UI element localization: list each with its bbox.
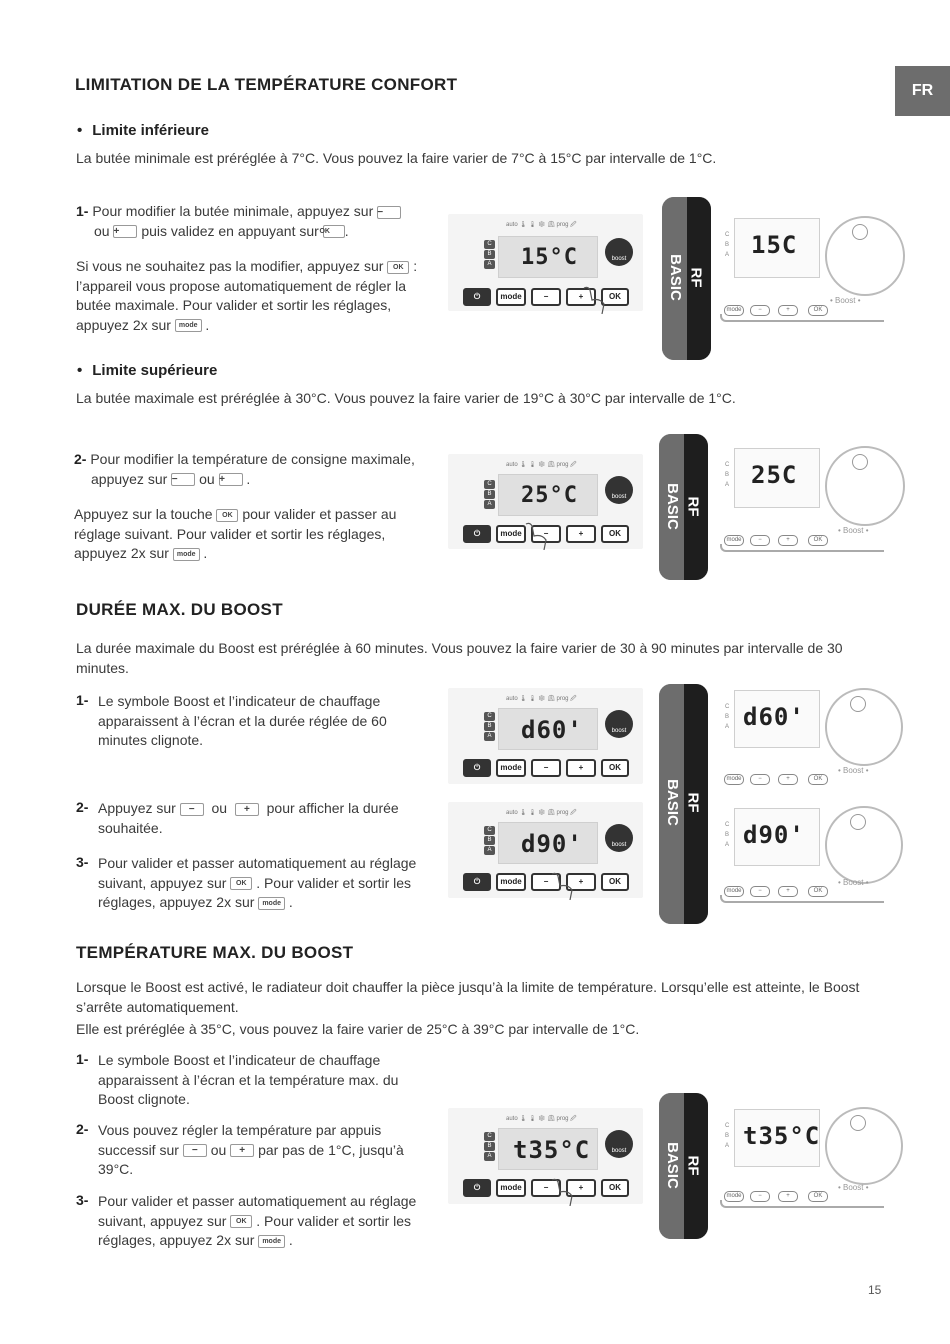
rf-mode-button[interactable]: mode bbox=[724, 886, 744, 897]
ok-button[interactable]: OK bbox=[601, 525, 629, 543]
finger-icon bbox=[544, 870, 584, 900]
plus-key-icon: + bbox=[113, 225, 137, 238]
rf-device-1 bbox=[720, 212, 882, 322]
basic-rf-tab-4: BASIC RF bbox=[659, 1093, 708, 1239]
plus-button[interactable]: + bbox=[566, 288, 596, 306]
basic-rf-tab-1 bbox=[662, 197, 711, 360]
rf-minus-button[interactable]: − bbox=[750, 774, 770, 785]
rf-plus-button[interactable]: + bbox=[778, 774, 798, 785]
lcd-screen: 25°C bbox=[498, 474, 598, 516]
rf-plus-button[interactable]: + bbox=[778, 535, 798, 546]
rf-minus-button[interactable]: − bbox=[750, 886, 770, 897]
finger-icon bbox=[576, 284, 616, 314]
rf-minus-button[interactable]: − bbox=[750, 1191, 770, 1202]
finger-icon bbox=[518, 520, 558, 550]
rf-mode-button[interactable]: mode bbox=[724, 1191, 744, 1202]
plus-button[interactable]: + bbox=[566, 525, 596, 543]
subsection-title-max: • Limite supérieure bbox=[77, 362, 217, 379]
rf-zone-labels: C B A bbox=[725, 232, 730, 258]
plus-key-icon: + bbox=[235, 803, 259, 816]
minus-key-icon: − bbox=[377, 206, 401, 219]
ok-key-icon: OK bbox=[387, 261, 409, 274]
power-button[interactable]: ⏻ bbox=[463, 1179, 491, 1197]
rf-knob bbox=[852, 454, 868, 470]
minus-key-icon: − bbox=[171, 473, 195, 486]
rf-lcd-value: 15C bbox=[751, 231, 798, 259]
mode-button[interactable]: mode bbox=[496, 288, 526, 306]
rf-knob bbox=[850, 696, 866, 712]
minus-button[interactable]: − bbox=[531, 1179, 561, 1197]
thermostat-panel-4: auto 🌡 🌡 ❄ ⏲ prog 🖉 C B A d90' boost ⏻ mode − + OK bbox=[448, 802, 643, 898]
rf-ok-button[interactable]: OK bbox=[808, 886, 828, 897]
minus-button[interactable]: − bbox=[531, 759, 561, 777]
step-boost-temp-1: 1- Le symbole Boost et l’indicateur de chauffage apparaissent à l’écran et la température max. du Boost clignote. bbox=[76, 1051, 399, 1107]
rf-base bbox=[720, 314, 884, 322]
boost-button[interactable]: boost bbox=[605, 710, 633, 738]
ok-button[interactable]: OK bbox=[601, 873, 629, 891]
rf-mode-button[interactable]: mode bbox=[724, 535, 744, 546]
ok-button[interactable]: OK bbox=[601, 1179, 629, 1197]
button-row bbox=[463, 759, 639, 775]
rf-zone-labels: C B A bbox=[725, 822, 730, 848]
mode-button[interactable]: mode bbox=[496, 873, 526, 891]
step-boost-duration-1: 1- Le symbole Boost et l’indicateur de chauffage apparaissent à l’écran et la durée réglée de 60 minutes clignote. bbox=[76, 692, 387, 748]
rf-ok-button[interactable]: OK bbox=[808, 774, 828, 785]
minus-key-icon: − bbox=[183, 1144, 207, 1157]
paragraph-boost-temp-intro-2: Elle est préréglée à 35°C, vous pouvez la faire varier de 25°C à 39°C par intervalle de 1°C. bbox=[76, 1021, 640, 1037]
ok-key-icon: OK bbox=[216, 509, 238, 522]
rf-mode-button[interactable]: mode bbox=[724, 774, 744, 785]
rf-device-4: d90' C B A • Boost • mode − + OK bbox=[720, 802, 882, 907]
rf-ok-button[interactable]: OK bbox=[808, 305, 828, 316]
paragraph-max-intro: La butée maximale est préréglée à 30°C. Vous pouvez la faire varier de 19°C à 30°C par intervalle de 1°C. bbox=[76, 390, 736, 406]
step-min: 1- Pour modifier la butée minimale, appuyez sur − ou + puis validez en appuyant sur OK . Si vous ne souhaitez pas la modifier, appuyez sur OK : l’appareil vous propose automatiquement de régler la butée maximale. Pour valider et sortir les réglages, appuyez 2x sur mode . bbox=[76, 203, 418, 333]
ok-key-icon: OK bbox=[323, 225, 345, 238]
minus-button[interactable]: − bbox=[531, 288, 561, 306]
ok-key-icon: OK bbox=[230, 877, 252, 890]
step-max: 2- Pour modifier la température de consigne maximale, appuyez sur − ou + . Appuyez sur la touche OK pour valider et passer au réglage suivant. Pour valider et sortir les réglages, appuyez 2x sur mode . bbox=[74, 451, 415, 561]
zone-labels: C B A bbox=[484, 712, 495, 741]
thermostat-panel-5: auto 🌡 🌡 ❄ ⏲ prog 🖉 C B A t35°C boost ⏻ mode − + OK bbox=[448, 1108, 643, 1204]
power-button[interactable]: ⏻ bbox=[463, 873, 491, 891]
rf-ok-button[interactable]: OK bbox=[808, 535, 828, 546]
step-boost-duration-2: 2- Appuyez sur − ou + pour afficher la durée souhaitée. bbox=[76, 799, 399, 836]
plus-button[interactable]: + bbox=[566, 759, 596, 777]
zone-labels: C B A bbox=[484, 826, 495, 855]
basic-rf-tab-3: BASIC RF bbox=[659, 684, 708, 924]
thermostat-panel-3: auto 🌡 🌡 ❄ ⏲ prog 🖉 C B A d60' boost ⏻ mode − + OK bbox=[448, 688, 643, 784]
zone-labels: C B A bbox=[484, 1132, 495, 1161]
mode-key-icon: mode bbox=[175, 319, 202, 332]
boost-button[interactable]: boost bbox=[605, 1130, 633, 1158]
mode-button[interactable]: mode bbox=[496, 1179, 526, 1197]
lcd-screen: d60' bbox=[498, 708, 598, 750]
rf-ok-button[interactable]: OK bbox=[808, 1191, 828, 1202]
language-tab: FR bbox=[895, 66, 950, 116]
power-button[interactable]: ⏻ bbox=[463, 288, 491, 306]
rf-boost-label: • Boost • bbox=[830, 296, 861, 305]
power-button[interactable]: ⏻ bbox=[463, 525, 491, 543]
rf-label: RF bbox=[687, 267, 705, 288]
rf-device-3: d60' C B A • Boost • mode − + OK bbox=[720, 684, 882, 789]
section-title-boost-duration: DURÉE MAX. DU BOOST bbox=[76, 600, 283, 619]
boost-button[interactable]: boost bbox=[605, 238, 633, 266]
plus-key-icon: + bbox=[219, 473, 243, 486]
minus-button[interactable]: − bbox=[531, 873, 561, 891]
lcd-value: 15°C bbox=[521, 245, 578, 270]
basic-rf-tab-2: BASIC RF bbox=[659, 434, 708, 580]
mode-button[interactable]: mode bbox=[496, 759, 526, 777]
lcd-screen: d90' bbox=[498, 822, 598, 864]
mode-key-icon: mode bbox=[258, 897, 285, 910]
rf-mode-button[interactable]: mode bbox=[724, 305, 744, 316]
rf-minus-button[interactable]: − bbox=[750, 305, 770, 316]
ok-button[interactable]: OK bbox=[601, 759, 629, 777]
step-number: 1- bbox=[76, 203, 89, 219]
plus-key-icon: + bbox=[230, 1144, 254, 1157]
rf-zone-labels: C B A bbox=[725, 704, 730, 730]
section-title-boost-temp: TEMPÉRATURE MAX. DU BOOST bbox=[76, 943, 354, 962]
rf-device-5: t35°C C B A • Boost • mode − + OK bbox=[720, 1103, 882, 1213]
thermostat-panel-1 bbox=[448, 214, 643, 311]
step-boost-temp-2: 2- Vous pouvez régler la température par appuis successif sur − ou + par pas de 1°C, jusqu’à 39°C. bbox=[76, 1121, 404, 1177]
rf-device-2: 25C C B A • Boost • mode − + OK bbox=[720, 442, 882, 552]
paragraph-boost-duration-intro: La durée maximale du Boost est préréglée à 60 minutes. Vous pouvez la faire varier de 30 à 90 minutes par intervalle de 30 minutes. bbox=[76, 640, 843, 676]
rf-screen bbox=[734, 218, 820, 278]
lcd-screen: t35°C bbox=[498, 1128, 598, 1170]
mode-key-icon: mode bbox=[173, 548, 200, 561]
rf-knob bbox=[852, 224, 868, 240]
rf-zone-labels: C B A bbox=[725, 1123, 730, 1149]
rf-screen: t35°C bbox=[734, 1109, 820, 1167]
mode-button[interactable]: mode bbox=[496, 525, 526, 543]
rf-plus-button[interactable]: + bbox=[778, 886, 798, 897]
paragraph-boost-temp-intro-1: Lorsque le Boost est activé, le radiateur doit chauffer la pièce jusqu’à la limite de température. Lorsqu’elle est atteinte, le Boost s’arrête automatiquement. bbox=[76, 979, 860, 1015]
rf-minus-button[interactable]: − bbox=[750, 535, 770, 546]
finger-icon bbox=[544, 1176, 584, 1206]
rf-screen: 25C bbox=[734, 448, 820, 508]
thermostat-panel-2: auto 🌡 🌡 ❄ ⏲ prog 🖉 C B A 25°C boost ⏻ mode − + OK bbox=[448, 454, 643, 549]
lcd-screen bbox=[498, 236, 598, 278]
mode-key-icon: mode bbox=[258, 1235, 285, 1248]
rf-screen: d60' bbox=[734, 690, 820, 748]
basic-label: BASIC bbox=[666, 254, 684, 301]
plus-button[interactable]: + bbox=[566, 873, 596, 891]
rf-screen: d90' bbox=[734, 808, 820, 866]
step-boost-duration-3: 3- Pour valider et passer automatiquement au réglage suivant, appuyez sur OK . Pour valider et sortir les réglages, appuyez 2x sur mode . bbox=[76, 854, 417, 910]
minus-button[interactable]: − bbox=[531, 525, 561, 543]
boost-button[interactable]: boost bbox=[605, 476, 633, 504]
subsection-title-min: • Limite inférieure bbox=[77, 122, 209, 139]
plus-button[interactable]: + bbox=[566, 1179, 596, 1197]
rf-plus-button[interactable]: + bbox=[778, 305, 798, 316]
minus-key-icon: − bbox=[180, 803, 204, 816]
zone-labels: C B A bbox=[484, 240, 495, 269]
rf-zone-labels: C B A bbox=[725, 462, 730, 488]
power-button[interactable]: ⏻ bbox=[463, 759, 491, 777]
boost-button[interactable]: boost bbox=[605, 824, 633, 852]
status-icons: auto 🌡 🌡 ❄ ⏲ prog 🖉 bbox=[506, 222, 577, 228]
ok-button[interactable]: OK bbox=[601, 288, 629, 306]
section-title-confort: LIMITATION DE LA TEMPÉRATURE CONFORT bbox=[75, 75, 458, 94]
rf-plus-button[interactable]: + bbox=[778, 1191, 798, 1202]
paragraph-min-intro: La butée minimale est préréglée à 7°C. Vous pouvez la faire varier de 7°C à 15°C par intervalle de 1°C. bbox=[76, 150, 717, 166]
ok-key-icon: OK bbox=[230, 1215, 252, 1228]
rf-knob bbox=[850, 1115, 866, 1131]
zone-labels: C B A bbox=[484, 480, 495, 509]
step-boost-temp-3: 3- Pour valider et passer automatiquement au réglage suivant, appuyez sur OK . Pour valider et sortir les réglages, appuyez 2x sur mode . bbox=[76, 1192, 417, 1248]
page-number: 15 bbox=[868, 1283, 882, 1297]
rf-knob bbox=[850, 814, 866, 830]
